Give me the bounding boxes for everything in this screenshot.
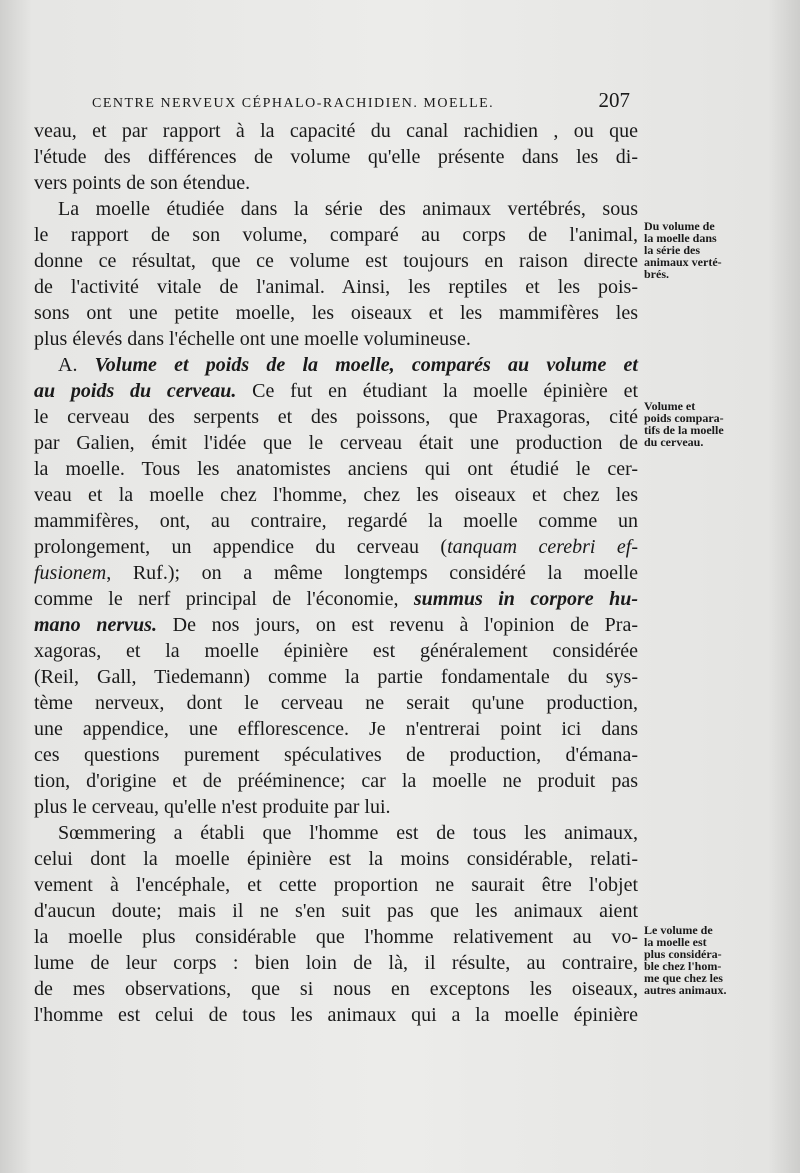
text-line: comme le nerf principal de l'économie, summus in corpore hu- <box>34 588 638 610</box>
text-line: sons ont une petite moelle, les oiseaux et les mammifères les <box>34 302 638 324</box>
margin-note-human-moelle: Le volume de la moelle est plus considéra- ble chez l'hom- me que chez les autres animaux. <box>644 923 727 997</box>
text-line: d'aucun doute; mais il ne s'en suit pas que les animaux aient <box>34 900 638 922</box>
text-line: celui dont la moelle épinière est la moins considérable, relati- <box>34 848 638 870</box>
text-line: plus élevés dans l'échelle ont une moelle volumineuse. <box>34 328 471 350</box>
text-line: La moelle étudiée dans la série des animaux vertébrés, sous <box>58 198 638 220</box>
text-line: ces questions purement spéculatives de production, d'émana- <box>34 744 638 766</box>
text-line: par Galien, émit l'idée que le cerveau était une production de <box>34 432 638 454</box>
latin-phrase: summus in corpore hu- <box>413 588 638 610</box>
margin-note-volume-series: Du volume de la moelle dans la série des animaux verté- brés. <box>644 219 722 281</box>
text-line: la moelle plus considérable que l'homme relativement au vo- <box>34 926 638 948</box>
page-number: 207 <box>598 88 630 112</box>
text-line: de mes observations, que si nous en exceptons les oiseaux, <box>34 978 638 1000</box>
section-title-cont: au poids du cerveau. <box>34 380 237 402</box>
text-line: la moelle. Tous les anatomistes anciens qui ont étudié le cer- <box>34 458 638 480</box>
page-header <box>92 88 630 113</box>
text-line: une appendice, une efflorescence. Je n'entrerai point ici dans <box>34 718 638 740</box>
section-title: Volume et poids de la moelle, comparés au volume et <box>94 354 638 376</box>
text-line: mammifères, ont, au contraire, regardé la moelle comme un <box>34 510 638 532</box>
text-line: le cerveau des serpents et des poissons, que Praxagoras, cité <box>34 406 638 428</box>
text-line: le rapport de son volume, comparé au corps de l'animal, <box>34 224 638 246</box>
main-text-column <box>34 118 638 1028</box>
text-line: au poids du cerveau. Ce fut en étudiant la moelle épinière et <box>34 380 639 402</box>
text-line: lume de leur corps : bien loin de là, il résulte, au contraire, <box>34 952 638 974</box>
text-line: l'homme est celui de tous les animaux qui a la moelle épinière <box>34 1004 638 1026</box>
margin-note-comparative-weight: Volume et poids compara- tifs de la moelle du cerveau. <box>644 399 724 449</box>
text-line: de l'activité vitale de l'animal. Ainsi, les reptiles et les pois- <box>34 276 638 298</box>
text-line: vers points de son étendue. <box>34 172 251 194</box>
text-line: tème nerveux, dont le cerveau ne serait qu'une production, <box>34 692 638 714</box>
text-line: plus le cerveau, qu'elle n'est produite par lui. <box>34 796 391 818</box>
text-line: l'étude des différences de volume qu'elle présente dans les di- <box>34 146 638 168</box>
text-line: donne ce résultat, que ce volume est toujours en raison directe <box>34 250 638 272</box>
latin-quote-cont: fusionem <box>34 562 107 584</box>
text-line: xagoras, et la moelle épinière est généralement considérée <box>34 640 638 662</box>
text-line: Sœmmering a établi que l'homme est de tous les animaux, <box>58 822 638 844</box>
section-letter: A. <box>58 354 95 376</box>
latin-phrase-cont: mano nervus. <box>34 614 157 636</box>
text-line: veau et la moelle chez l'homme, chez les oiseaux et chez les <box>34 484 638 506</box>
section-heading-line <box>34 352 638 378</box>
text-line: fusionem, Ruf.); on a même longtemps considéré la moelle <box>34 562 638 584</box>
text-line: tion, d'origine et de prééminence; car la moelle ne produit pas <box>34 770 638 792</box>
text-line: mano nervus. De nos jours, on est revenu à l'opinion de Pra- <box>34 614 638 636</box>
latin-quote: tanquam cerebri ef- <box>447 536 638 558</box>
text-line: prolongement, un appendice du cerveau (tanquam cerebri ef- <box>34 536 638 558</box>
text-line: vement à l'encéphale, et cette proportion ne saurait être l'objet <box>34 874 638 896</box>
text-line: (Reil, Gall, Tiedemann) comme la partie fondamentale du sys- <box>34 666 638 688</box>
running-title: CENTRE NERVEUX CÉPHALO-RACHIDIEN. MOELLE. <box>92 96 495 111</box>
text-line: veau, et par rapport à la capacité du canal rachidien , ou que <box>34 120 638 142</box>
